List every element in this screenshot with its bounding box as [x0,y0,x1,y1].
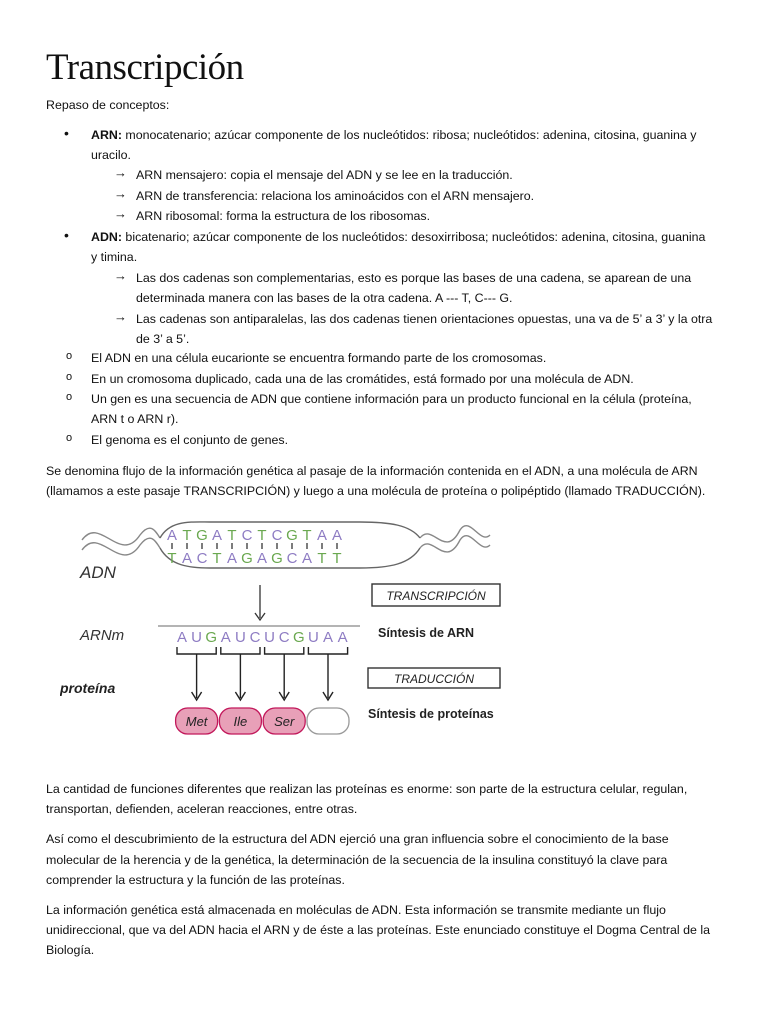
label-arnm: ARNm [80,627,125,644]
rna-base: U [264,629,276,646]
dna-bottom-base: T [317,550,327,567]
paragraph-line: unidireccional, que va del ADN hacia el ARN y de éste a las proteínas. Este enunciado constituye el Dogma Central de la [46,923,710,937]
rna-base: U [234,629,246,646]
adn-label: ADN: [91,230,122,244]
dna-top-base: C [241,527,253,544]
amino-acid-label: Met [185,714,208,729]
arrow-icon: → [114,268,127,283]
codon-bracket [177,647,216,654]
adn-bullet [91,227,705,248]
bullet-icon: • [64,227,69,243]
rna-base: C [249,629,261,646]
circle-item: El ADN en una célula eucarionte se encuentra formando parte de los cromosomas. [91,351,547,365]
arn-bullet [91,125,722,146]
dna-top-base: G [286,527,298,544]
label-adn: ADN [80,563,116,582]
dna-top-base: A [316,527,328,544]
arrow-icon: → [114,165,127,180]
dna-bottom-base: T [332,550,342,567]
dna-bottom-base: A [181,550,193,567]
dna-bottom-base: G [241,550,253,567]
rna-base: G [292,629,305,646]
traduccion-label: TRADUCCIÓN [394,672,474,686]
bullet-icon: • [64,125,69,141]
amino-acid-label: Ser [274,714,295,729]
arrow-icon: → [114,206,127,221]
amino-acid-chain [176,708,349,734]
dna-bottom-base: C [196,550,208,567]
circle-item-cont: ARN t o ARN r). [91,412,179,426]
rna-base: A [337,629,348,646]
circle-bullet-icon: o [66,350,73,362]
rna-sequence [177,629,348,646]
paragraph-line: transportan, defienden, aceleran reacciones, entre otras. [46,802,358,816]
dna-bottom-base: C [286,550,298,567]
arn-sub-item: ARN ribosomal: forma la estructura de los ribosomas. [136,209,431,223]
dna-bottom-base: T [212,550,222,567]
paragraph-line: Biología. [46,943,95,957]
dna-top-sequence [167,527,342,544]
codon-bracket [308,647,347,654]
dna-top-base: A [331,527,343,544]
circle-item: En un cromosoma duplicado, cada una de las cromátides, está formado por una molécula de ADN. [91,372,634,386]
rna-base: U [307,629,319,646]
circle-bullet-icon: o [66,371,73,383]
central-dogma-diagram [60,510,530,750]
dna-top-base: T [182,527,192,544]
paragraph-line: La cantidad de funciones diferentes que realizan las proteínas es enorme: son parte de la estructura celular, regulan, [46,782,688,796]
dna-top-base: T [227,527,237,544]
paragraph-line: molecular de la herencia y de la genética, la determinación de la secuencia de la insulina constituyó la clave para [46,853,668,867]
arn-sub-item: ARN mensajero: copia el mensaje del ADN y se lee en la traducción. [136,168,513,182]
label-proteina: proteína [60,680,116,696]
rna-base: C [278,629,290,646]
rna-base: G [205,629,218,646]
circle-bullet-icon: o [66,432,73,444]
page-title: Transcripción [46,47,244,88]
codon-brackets [177,647,348,700]
adn-text-cont: y timina. [91,250,138,264]
paragraph-line: comprender la estructura y la función de las proteínas. [46,873,345,887]
adn-sub-item: Las cadenas son antiparalelas, las dos cadenas tienen orientaciones opuestas, una va de 5’ a 3’ y la otra [136,312,713,326]
amino-acid-label: Ile [233,714,248,729]
paragraph-line: Así como el descubrimiento de la estructura del ADN ejerció una gran influencia sobre el conocimiento de la base [46,832,669,846]
dna-bottom-base: A [226,550,238,567]
intro-text: Repaso de conceptos: [46,98,170,112]
paragraph-line: La información genética está almacenada en moléculas de ADN. Esta información se transmite mediante un flujo [46,903,666,917]
codon-bracket [221,647,260,654]
circle-item: Un gen es una secuencia de ADN que contiene información para un producto funcional en la célula (proteína, [91,392,692,406]
rna-base: A [220,629,231,646]
circle-bullet-icon: o [66,391,73,403]
caption-sintesis-proteinas: Síntesis de proteínas [368,707,494,721]
dna-bottom-base: A [256,550,268,567]
circle-item: El genoma es el conjunto de genes. [91,433,289,447]
arn-sub-item: ARN de transferencia: relaciona los aminoácidos con el ARN mensajero. [136,189,535,203]
dna-top-base: G [196,527,208,544]
dna-top-base: A [166,527,178,544]
dna-strand-left-bottom [82,538,160,555]
dna-strand-right-top [420,526,490,542]
dna-top-base: C [271,527,283,544]
dna-bottom-base: T [167,550,177,567]
caption-sintesis-arn: Síntesis de ARN [378,626,475,640]
dna-top-base: T [257,527,267,544]
rna-base: U [191,629,203,646]
arrow-icon: → [114,309,127,324]
adn-sub-item: Las dos cadenas son complementarias, esto es porque las bases de una cadena, se aparean de una [136,271,692,285]
flow-paragraph-line: (llamamos a este pasaje TRANSCRIPCIÓN) y luego a una molécula de proteína o polipéptido (llamado TRADUCCIÓN). [46,484,706,498]
codon-bracket [265,647,304,654]
adn-sub-item-cont: de 3’ a 5’. [136,332,190,346]
arn-text: monocatenario; azúcar componente de los nucleótidos: ribosa; nucleótidos: adenina, citosina, guanina y [121,128,697,142]
flow-paragraph-line: Se denomina flujo de la información genética al pasaje de la información contenida en el ADN, a una molécula de ARN [46,464,698,478]
adn-sub-item-cont: determinada manera con las bases de la otra cadena. A --- T, C--- G. [136,291,513,305]
rna-base: A [176,629,188,646]
adn-text: bicatenario; azúcar componente de los nucleótidos: desoxirribosa; nucleótidos: adenina, citosina, guanina [121,230,706,244]
arn-text-cont: uracilo. [91,148,131,162]
dna-top-base: T [302,527,312,544]
dna-top-base: A [211,527,223,544]
rna-base: A [322,629,334,646]
dna-bottom-base: A [301,550,313,567]
transcripcion-label: TRANSCRIPCIÓN [386,589,486,603]
dna-bottom-base: G [271,550,283,567]
arn-label: ARN: [91,128,122,142]
arrow-icon: → [114,186,127,201]
dna-bottom-sequence [167,550,341,567]
amino-acid-bead [307,708,349,734]
